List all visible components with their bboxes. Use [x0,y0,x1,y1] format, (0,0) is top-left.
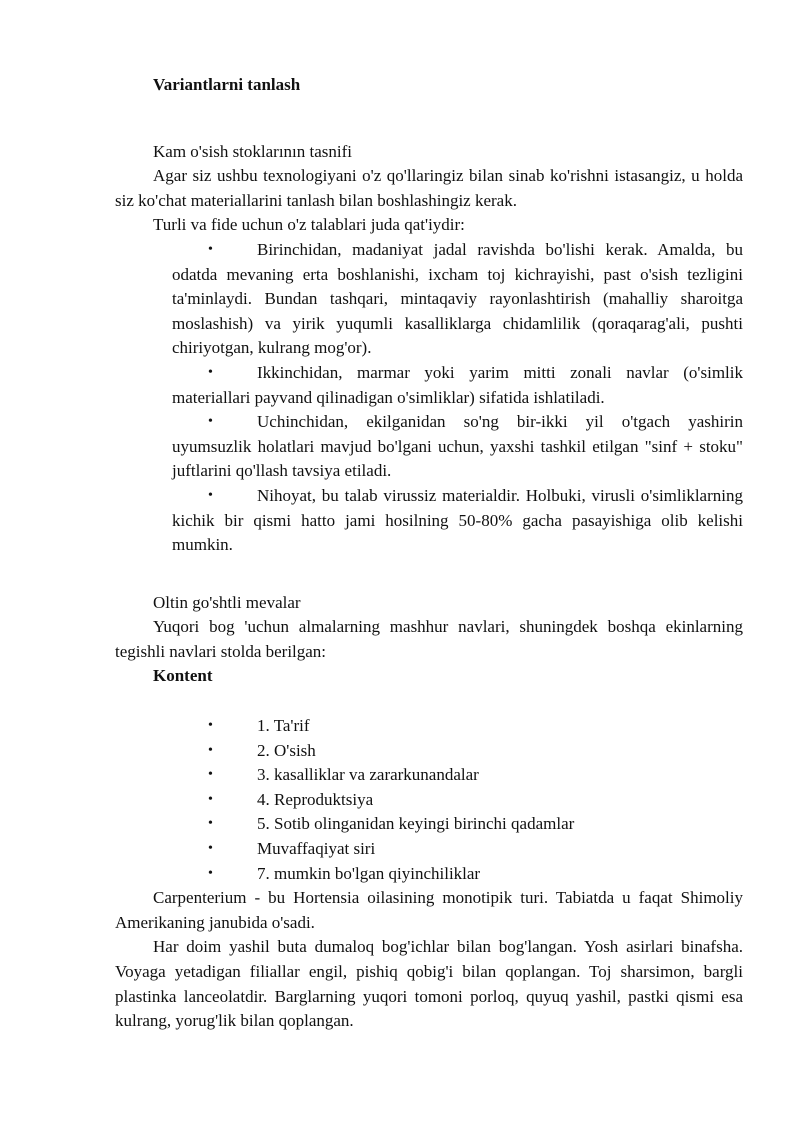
paragraph-requirements: Turli va fide uchun o'z talablari juda qat'iydir: [153,215,465,235]
bullet-icon: • [208,841,213,857]
bullet-icon: • [208,364,213,380]
contents-heading: Kontent [153,666,213,686]
contents-item[interactable] [208,739,743,764]
spacer [115,558,743,591]
document-title: Variantlarni tanlash [153,75,301,94]
bullet-icon: • [208,816,213,832]
contents-item-label: 7. mumkin bo'lgan qiyinchiliklar [257,863,481,883]
bullet-icon: • [208,241,213,257]
contents-item[interactable] [208,714,743,739]
contents-item-label: 3. kasalliklar va zararkunandalar [257,765,479,785]
list-item-text: Nihoyat, bu talab virussiz materialdir. Holbuki, virusli o'simliklarning kichik bir qismi hatto jami hosilning 50-80% gacha pasayishiga olib kelishi mumkin. [172,485,743,555]
paragraph-intro: Agar siz ushbu texnologiyani o'z qo'llaringiz bilan sinab ko'rishni istasangiz, u holda siz ko'chat materiallarini tanlash bilan boshlashingiz kerak. [115,166,743,210]
spacer [115,689,743,714]
list-item [172,361,743,410]
bullet-icon: • [208,742,213,758]
bullet-icon: • [208,718,213,734]
contents-item-label: 2. O'sish [257,740,316,760]
bullet-icon: • [208,791,213,807]
document-page [115,73,743,1034]
spacer [115,98,743,140]
bullet-icon: • [208,414,213,430]
requirements-list [115,238,743,558]
paragraph-varieties: Yuqori bog 'uchun almalarning mashhur navlari, shuningdek boshqa ekinlarning tegishli navlari stolda berilgan: [115,617,743,661]
list-item [172,484,743,558]
section-heading-fruits: Oltin go'shtli mevalar [153,592,301,612]
contents-item[interactable] [208,763,743,788]
contents-item[interactable] [208,788,743,813]
contents-list [115,714,743,886]
list-item-text: Uchinchidan, ekilganidan so'ng bir-ikki yil o'tgach yashirin uyumsuzlik holatlari mavjud bo'lgani uchun, yaxshi tashkil etilgan "sinf + stoku" juftlarini qo'llash tavsiya etiladi. [172,412,743,481]
contents-item-label: 1. Ta'rif [257,716,310,736]
list-item [172,238,743,361]
list-item [172,410,743,484]
contents-item[interactable] [208,837,743,862]
contents-item-label: 4. Reproduktsiya [257,789,374,809]
bullet-icon: • [208,487,213,503]
contents-item[interactable] [208,862,743,887]
section-heading-rootstocks: Kam o'sish stoklarının tasnifi [153,141,353,161]
list-item-text: Birinchidan, madaniyat jadal ravishda bo'lishi kerak. Amalda, bu odatda mevaning erta boshlanishi, ixcham toj kichrayishi, past o'sish tezligini ta'minlaydi. Bundan tashqari, mintaqaviy rayonlashtirish (mahalliy sharoitga moslashish) va yirik yuqumli kasalliklarga chidamlilik (qoraqarag'ali, pushti chiriyotgan, kulrang mog'or). [172,239,743,358]
contents-item-label: Muvaffaqiyat siri [257,839,376,859]
list-item-text: Ikkinchidan, marmar yoki yarim mitti zonali navlar (o'simlik materiallari payvand qilinadigan o'simliklar) sifatida ishlatiladi. [172,362,743,407]
paragraph-description: Har doim yashil buta dumaloq bog'ichlar bilan bog'langan. Yosh asirlari binafsha. Voyaga yetadigan filiallar engil, pishiq qobig'i bilan qoplangan. Toj sharsimon, bargli plastinka lanceolatdir. Barglarning yuqori tomoni porloq, quyuq yashil, pastki qismi esa kulrang, yorug'lik bilan qoplangan. [115,937,743,1031]
bullet-icon: • [208,865,213,881]
paragraph-carpenteria: Carpenterium - bu Hortensia oilasining monotipik turi. Tabiatda u faqat Shimoliy Amerikaning janubida o'sadi. [115,888,743,932]
contents-item-label: 5. Sotib olinganidan keyingi birinchi qadamlar [257,814,575,834]
contents-item[interactable] [208,812,743,837]
bullet-icon: • [208,767,213,783]
